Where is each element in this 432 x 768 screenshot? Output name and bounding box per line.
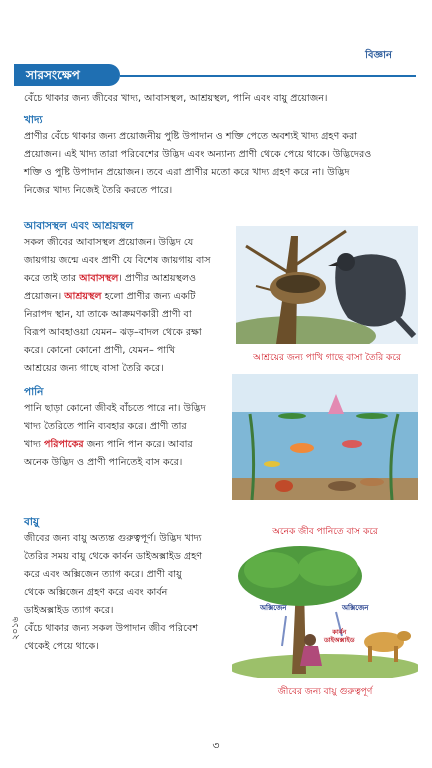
food-heading: খাদ্য bbox=[24, 114, 43, 126]
text-run: প্রয়োজন। bbox=[24, 291, 65, 302]
water-heading: পানি bbox=[24, 386, 44, 398]
habitat-paragraph bbox=[24, 234, 230, 378]
term-habitat: আবাসস্থল bbox=[79, 273, 119, 284]
air-line: করে এবং অক্সিজেন ত্যাগ করে। প্রাণী বায়ু bbox=[24, 569, 182, 580]
air-caption: জীবের জন্য বায়ু গুরুত্বপূর্ণ bbox=[277, 687, 373, 697]
air-line: থেকে অক্সিজেন গ্রহণ করে এবং কার্বন bbox=[24, 587, 168, 598]
air-line: থেকেই পেয়ে থাকে। bbox=[24, 641, 99, 652]
habitat-line: জায়গায় জন্মে এবং প্রাণী যে বিশেষ জায়গায় বাস bbox=[24, 255, 211, 266]
water-line: অনেক উদ্ভিদ ও প্রাণী পানিতেই বাস করে। bbox=[24, 457, 183, 468]
habitat-heading: আবাসস্থল এবং আশ্রয়স্থল bbox=[24, 220, 134, 232]
air-line: ডাইঅক্সাইড ত্যাগ করে। bbox=[24, 605, 114, 616]
term-shelter: আশ্রয়স্থল bbox=[64, 291, 102, 302]
water-line: পানি ছাড়া কোনো জীবই বাঁচতে পারে না। উদ্ভিদ bbox=[24, 403, 206, 414]
water-line bbox=[24, 436, 230, 454]
habitat-line bbox=[24, 288, 230, 306]
food-line: প্রাণীর বেঁচে থাকার জন্য প্রয়োজনীয় পুষ্টি উপাদান ও শক্তি পেতে অবশ্যই খাদ্য গ্রহণ করা bbox=[24, 131, 358, 142]
habitat-line: সকল জীবের আবাসস্থল প্রয়োজন। উদ্ভিদ যে bbox=[24, 237, 194, 248]
side-year: ২০১৬ bbox=[11, 616, 21, 640]
habitat-line: নিরাপদ স্থান, যা তাকে আক্রমণকারী প্রাণী বা bbox=[24, 309, 192, 320]
oxygen-label-left: অক্সিজেন bbox=[260, 604, 287, 612]
water-line: খাদ্য তৈরিতে পানি ব্যবহার করে। প্রাণী তার bbox=[24, 421, 187, 432]
bird-caption: আশ্রয়ের জন্য পাখি গাছে বাসা তৈরি করে bbox=[253, 353, 401, 363]
intro-text: বেঁচে থাকার জন্য জীবের খাদ্য, আবাসস্থল, আশ্রয়স্থল, পানি এবং বায়ু প্রয়োজন। bbox=[24, 93, 328, 104]
air-illustration bbox=[232, 546, 418, 678]
text-run: জন্য পানি পান করে। আবার bbox=[83, 439, 193, 450]
text-run: হলো প্রাণীর জন্য একটি bbox=[101, 291, 196, 302]
section-title-bar bbox=[14, 64, 120, 86]
oxygen-label-right: অক্সিজেন bbox=[342, 604, 369, 612]
habitat-line: করে। কোনো কোনো প্রাণী, যেমন– পাখি bbox=[24, 345, 176, 356]
text-run: । প্রাণীর আশ্রয়স্থলও bbox=[118, 273, 197, 284]
air-line: বেঁচে থাকার জন্য সকল উপাদান জীব পরিবেশ bbox=[24, 623, 199, 634]
text-run: খাদ্য bbox=[24, 439, 44, 450]
habitat-line bbox=[24, 270, 230, 288]
bird-nest-illustration bbox=[236, 226, 418, 344]
air-heading: বায়ু bbox=[24, 516, 40, 528]
air-line: জীবের জন্য বায়ু অত্যন্ত গুরুত্বপূর্ণ। উদ্ভিদ খাদ্য bbox=[24, 533, 202, 544]
co2-label bbox=[324, 628, 355, 644]
section-title: সারসংক্ষেপ bbox=[26, 68, 80, 82]
water-caption: অনেক জীব পানিতে বাস করে bbox=[272, 527, 378, 537]
co2-label-line: ডাইঅক্সাইড bbox=[324, 636, 355, 644]
habitat-line: বিরূপ আবহাওয়া যেমন– ঝড়–বাদল থেকে রক্ষা bbox=[24, 327, 202, 338]
co2-label-line: কার্বন bbox=[332, 628, 347, 636]
text-run: করে তাই তার bbox=[24, 273, 80, 284]
term-digestion: পরিপাকের bbox=[43, 439, 84, 450]
air-line: তৈরির সময় বায়ু থেকে কার্বন ডাইঅক্সাইড গ্রহণ bbox=[24, 551, 203, 562]
food-paragraph bbox=[24, 128, 418, 200]
book-subject: বিজ্ঞান bbox=[365, 50, 392, 61]
air-paragraph bbox=[24, 530, 230, 656]
food-line: শক্তি ও পুষ্টি উপাদান প্রয়োজন। তবে এরা প্রাণীর মতো করে খাদ্য গ্রহণ করে না। উদ্ভিদ bbox=[24, 167, 350, 178]
page-number: ৩ bbox=[212, 739, 220, 752]
habitat-line: আশ্রয়ের জন্য গাছে বাসা তৈরি করে। bbox=[24, 363, 164, 374]
food-line: প্রয়োজন। এই খাদ্য তারা পরিবেশের উদ্ভিদ এবং অন্যান্য প্রাণী থেকে পেয়ে থাকে। উদ্ভিদেরও bbox=[24, 149, 372, 160]
food-line: নিজের খাদ্য নিজেই তৈরি করতে পারে। bbox=[24, 185, 173, 196]
water-paragraph bbox=[24, 400, 230, 472]
aquatic-life-illustration bbox=[232, 374, 418, 500]
section-rule bbox=[120, 75, 416, 77]
